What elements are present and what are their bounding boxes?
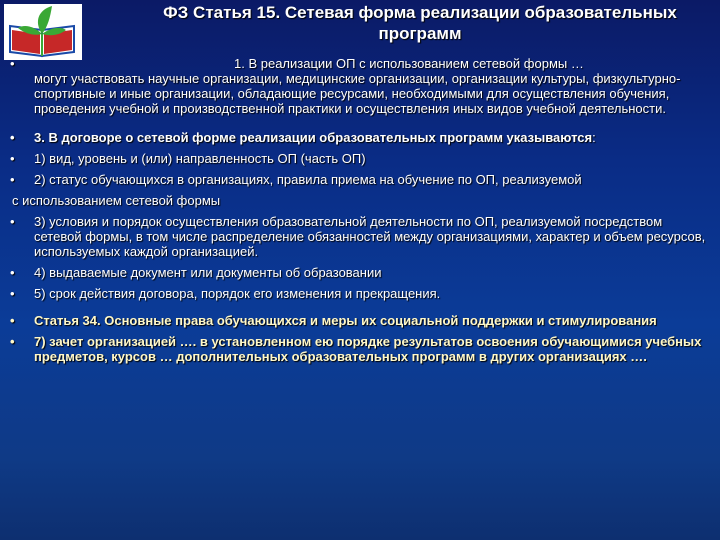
slide-title — [120, 2, 720, 44]
list-item — [8, 334, 712, 364]
bullet-icon: • — [10, 265, 15, 280]
bullet-icon: • — [10, 130, 15, 145]
bullet-icon: • — [10, 313, 15, 328]
title-line-1: ФЗ Статья 15. Сетевая форма реализации образовательных — [163, 3, 677, 22]
list-item — [8, 286, 712, 301]
item-heading: 3. В договоре о сетевой форме реализации образовательных программ указываются — [34, 130, 593, 145]
leaf-book-logo — [4, 4, 82, 60]
list-item — [8, 130, 712, 145]
item-colon: : — [592, 130, 596, 145]
bullet-icon: • — [10, 151, 15, 166]
list-item — [8, 151, 712, 166]
list-item — [8, 172, 712, 187]
bullet-icon: • — [10, 334, 15, 349]
item-text: 4) выдаваемые документ или документы об образовании — [34, 265, 382, 280]
bullet-icon: • — [10, 286, 15, 301]
item-text: 7) зачет организацией …. в установленном ею порядке результатов освоения обучающимися учебных предметов, курсов … дополнительных образовательных программ в других организациях …. — [34, 334, 702, 364]
item-text: могут участвовать научные организации, медицинские организации, организации культуры, физкультурно-спортивные и иные организации, обладающие ресурсами, необходимыми для осуществления обучения, проведения учебной и производственной практики и осуществления иных видов учебной деятельности. — [34, 71, 681, 116]
list-item — [8, 56, 712, 116]
list-item — [8, 265, 712, 280]
item-text: 5) срок действия договора, порядок его изменения и прекращения. — [34, 286, 441, 301]
item-text: 3) условия и порядок осуществления образовательной деятельности по ОП, реализуемой посредством сетевой формы, в том числе распределение обязанностей между организациями, характер и объем ресурсов, используемых каждой организацией. — [34, 214, 706, 259]
list-item — [8, 313, 712, 328]
bullet-icon: • — [10, 172, 15, 187]
item-text: 2) статус обучающихся в организациях, правила приема на обучение по ОП, реализуемой — [34, 172, 582, 187]
item-continuation: с использованием сетевой формы — [12, 193, 221, 208]
bullet-icon: • — [10, 214, 15, 229]
item-heading: Статья 34. Основные права обучающихся и меры их социальной поддержки и стимулирования — [34, 313, 657, 328]
title-line-2: программ — [378, 24, 462, 43]
bullet-icon: • — [10, 56, 15, 71]
slide-content — [8, 56, 712, 364]
item-text: 1) вид, уровень и (или) направленность ОП (часть ОП) — [34, 151, 366, 166]
item-text: 1. В реализации ОП с использованием сетевой формы … — [234, 56, 584, 71]
list-item — [8, 214, 712, 259]
